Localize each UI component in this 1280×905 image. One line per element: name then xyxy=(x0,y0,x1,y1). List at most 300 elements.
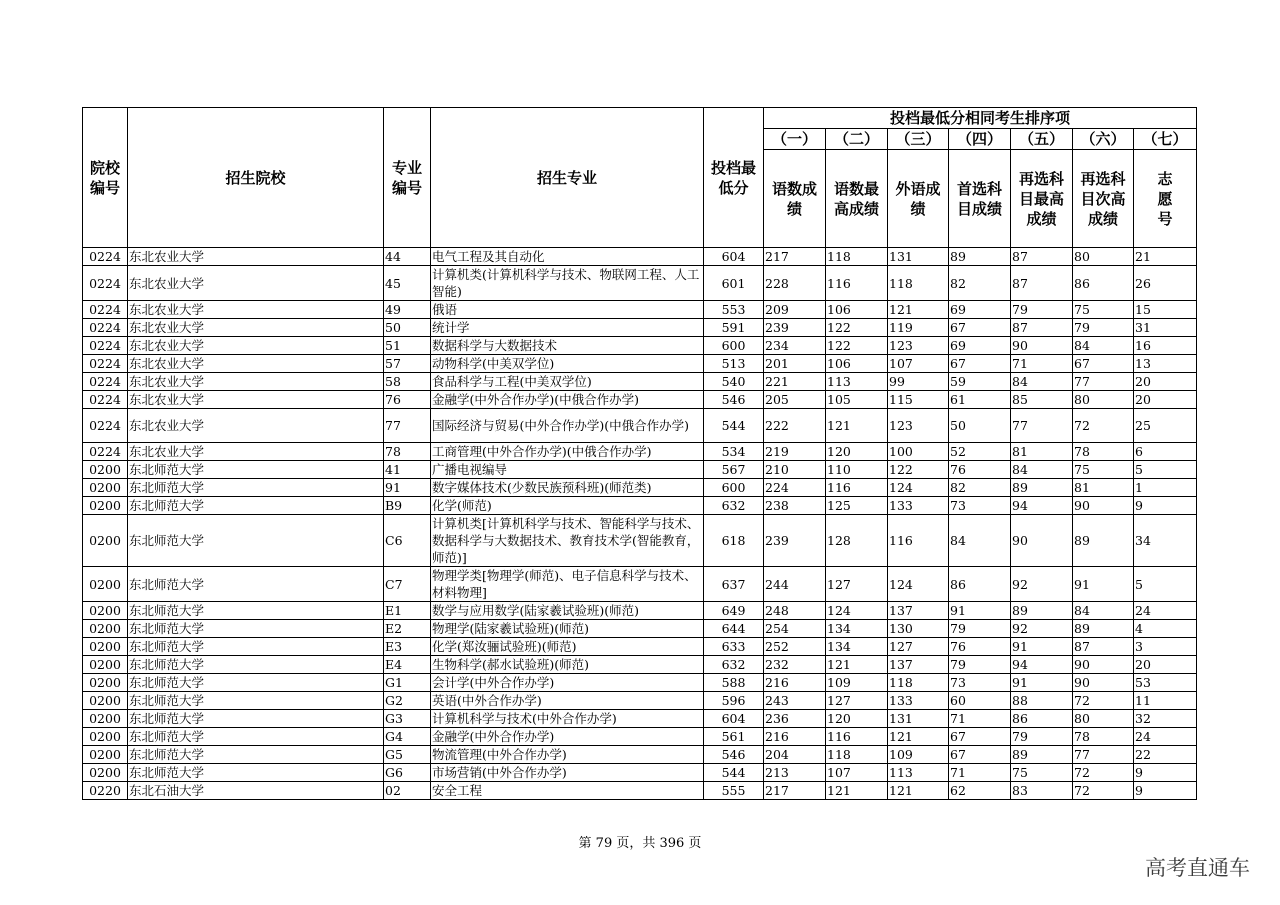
cell-tie-7: 4 xyxy=(1134,620,1197,638)
cell-tie-6: 90 xyxy=(1073,656,1134,674)
cell-min-score: 600 xyxy=(704,337,764,355)
cell-tie-2: 107 xyxy=(826,764,888,782)
cell-tie-2: 128 xyxy=(826,515,888,567)
cell-tie-4: 67 xyxy=(949,319,1011,337)
cell-major-code: 78 xyxy=(384,443,431,461)
cell-tie-7: 13 xyxy=(1134,355,1197,373)
cell-school-code: 0224 xyxy=(83,443,128,461)
cell-school-name: 东北农业大学 xyxy=(128,373,384,391)
page-number: 第 79 页，共 396 页 xyxy=(578,836,702,851)
table-row xyxy=(83,497,1197,515)
cell-tie-6: 91 xyxy=(1073,567,1134,602)
cell-tie-6: 90 xyxy=(1073,497,1134,515)
cell-school-code: 0224 xyxy=(83,248,128,266)
cell-tie-1: 224 xyxy=(764,479,826,497)
table-row xyxy=(83,355,1197,373)
cell-tie-1: 219 xyxy=(764,443,826,461)
cell-tie-6: 77 xyxy=(1073,746,1134,764)
cell-min-score: 561 xyxy=(704,728,764,746)
cell-tie-6: 72 xyxy=(1073,782,1134,800)
cell-tie-2: 110 xyxy=(826,461,888,479)
cell-tie-7: 5 xyxy=(1134,567,1197,602)
cell-tie-4: 82 xyxy=(949,266,1011,301)
table-body xyxy=(83,248,1197,800)
cell-tie-6: 86 xyxy=(1073,266,1134,301)
cell-school-name: 东北师范大学 xyxy=(128,479,384,497)
header-min-score: 投档最低分 xyxy=(704,108,764,248)
cell-school-code: 0200 xyxy=(83,656,128,674)
cell-tie-3: 123 xyxy=(888,337,949,355)
cell-major-name: 国际经济与贸易(中外合作办学)(中俄合作办学) xyxy=(431,409,704,443)
cell-min-score: 644 xyxy=(704,620,764,638)
cell-major-code: 58 xyxy=(384,373,431,391)
cell-min-score: 540 xyxy=(704,373,764,391)
cell-major-name: 物流管理(中外合作办学) xyxy=(431,746,704,764)
cell-major-name: 电气工程及其自动化 xyxy=(431,248,704,266)
cell-tie-4: 76 xyxy=(949,638,1011,656)
cell-tie-6: 79 xyxy=(1073,319,1134,337)
cell-school-name: 东北农业大学 xyxy=(128,443,384,461)
cell-tie-4: 50 xyxy=(949,409,1011,443)
cell-tie-5: 79 xyxy=(1011,728,1073,746)
cell-tie-4: 79 xyxy=(949,656,1011,674)
cell-tie-1: 204 xyxy=(764,746,826,764)
cell-major-code: 02 xyxy=(384,782,431,800)
cell-tie-5: 89 xyxy=(1011,746,1073,764)
table-row xyxy=(83,479,1197,497)
cell-tie-2: 125 xyxy=(826,497,888,515)
cell-min-score: 546 xyxy=(704,746,764,764)
cell-tie-1: 238 xyxy=(764,497,826,515)
header-tie-number: （四） xyxy=(949,129,1011,150)
table-row xyxy=(83,266,1197,301)
cell-major-name: 市场营销(中外合作办学) xyxy=(431,764,704,782)
cell-school-code: 0200 xyxy=(83,764,128,782)
cell-tie-6: 89 xyxy=(1073,620,1134,638)
cell-tie-7: 24 xyxy=(1134,602,1197,620)
cell-major-name: 计算机科学与技术(中外合作办学) xyxy=(431,710,704,728)
cell-tie-6: 72 xyxy=(1073,692,1134,710)
header-tie-number: （七） xyxy=(1134,129,1197,150)
cell-tie-1: 213 xyxy=(764,764,826,782)
cell-tie-6: 80 xyxy=(1073,248,1134,266)
cell-tie-7: 53 xyxy=(1134,674,1197,692)
cell-tie-4: 84 xyxy=(949,515,1011,567)
cell-tie-3: 123 xyxy=(888,409,949,443)
cell-tie-7: 22 xyxy=(1134,746,1197,764)
header-tie-number: （五） xyxy=(1011,129,1073,150)
cell-tie-2: 124 xyxy=(826,602,888,620)
cell-school-code: 0224 xyxy=(83,373,128,391)
cell-tie-2: 109 xyxy=(826,674,888,692)
header-tie-label: 首选科目成绩 xyxy=(949,150,1011,248)
cell-major-name: 安全工程 xyxy=(431,782,704,800)
cell-school-code: 0200 xyxy=(83,692,128,710)
cell-tie-2: 106 xyxy=(826,355,888,373)
cell-tie-1: 216 xyxy=(764,728,826,746)
cell-tie-3: 130 xyxy=(888,620,949,638)
cell-tie-4: 67 xyxy=(949,355,1011,373)
cell-min-score: 604 xyxy=(704,248,764,266)
cell-tie-3: 137 xyxy=(888,602,949,620)
cell-school-code: 0200 xyxy=(83,728,128,746)
header-tie-number: （三） xyxy=(888,129,949,150)
cell-tie-3: 118 xyxy=(888,674,949,692)
cell-tie-4: 52 xyxy=(949,443,1011,461)
cell-tie-1: 243 xyxy=(764,692,826,710)
cell-tie-5: 91 xyxy=(1011,674,1073,692)
cell-tie-2: 121 xyxy=(826,782,888,800)
cell-school-code: 0200 xyxy=(83,461,128,479)
cell-tie-3: 99 xyxy=(888,373,949,391)
cell-tie-5: 84 xyxy=(1011,373,1073,391)
cell-school-name: 东北石油大学 xyxy=(128,782,384,800)
cell-school-code: 0200 xyxy=(83,479,128,497)
cell-major-name: 金融学(中外合作办学) xyxy=(431,728,704,746)
cell-major-code: 49 xyxy=(384,301,431,319)
cell-tie-3: 131 xyxy=(888,248,949,266)
table-row xyxy=(83,746,1197,764)
cell-tie-4: 60 xyxy=(949,692,1011,710)
cell-school-name: 东北师范大学 xyxy=(128,692,384,710)
cell-tie-2: 134 xyxy=(826,620,888,638)
cell-tie-7: 6 xyxy=(1134,443,1197,461)
cell-school-code: 0200 xyxy=(83,746,128,764)
cell-tie-5: 89 xyxy=(1011,602,1073,620)
cell-major-name: 工商管理(中外合作办学)(中俄合作办学) xyxy=(431,443,704,461)
cell-major-code: 51 xyxy=(384,337,431,355)
cell-tie-7: 31 xyxy=(1134,319,1197,337)
cell-major-code: G1 xyxy=(384,674,431,692)
cell-min-score: 567 xyxy=(704,461,764,479)
cell-major-code: B9 xyxy=(384,497,431,515)
cell-tie-5: 81 xyxy=(1011,443,1073,461)
cell-school-name: 东北师范大学 xyxy=(128,674,384,692)
cell-min-score: 600 xyxy=(704,479,764,497)
cell-school-name: 东北农业大学 xyxy=(128,301,384,319)
cell-major-name: 俄语 xyxy=(431,301,704,319)
cell-tie-7: 20 xyxy=(1134,656,1197,674)
cell-tie-3: 113 xyxy=(888,764,949,782)
cell-tie-3: 137 xyxy=(888,656,949,674)
cell-school-code: 0224 xyxy=(83,337,128,355)
cell-major-name: 计算机类(计算机科学与技术、物联网工程、人工智能) xyxy=(431,266,704,301)
cell-tie-7: 11 xyxy=(1134,692,1197,710)
cell-tie-1: 209 xyxy=(764,301,826,319)
cell-tie-4: 89 xyxy=(949,248,1011,266)
cell-tie-5: 71 xyxy=(1011,355,1073,373)
cell-tie-6: 89 xyxy=(1073,515,1134,567)
header-tie-number: （一） xyxy=(764,129,826,150)
cell-tie-3: 116 xyxy=(888,515,949,567)
cell-tie-7: 9 xyxy=(1134,497,1197,515)
cell-tie-1: 222 xyxy=(764,409,826,443)
cell-tie-6: 84 xyxy=(1073,337,1134,355)
cell-tie-4: 86 xyxy=(949,567,1011,602)
cell-tie-5: 88 xyxy=(1011,692,1073,710)
cell-tie-4: 67 xyxy=(949,746,1011,764)
cell-major-name: 金融学(中外合作办学)(中俄合作办学) xyxy=(431,391,704,409)
cell-tie-2: 118 xyxy=(826,248,888,266)
cell-tie-3: 124 xyxy=(888,567,949,602)
cell-school-code: 0200 xyxy=(83,674,128,692)
cell-school-name: 东北师范大学 xyxy=(128,461,384,479)
cell-min-score: 618 xyxy=(704,515,764,567)
table-row xyxy=(83,409,1197,443)
header-school-name: 招生院校 xyxy=(128,108,384,248)
cell-major-code: 57 xyxy=(384,355,431,373)
cell-tie-6: 80 xyxy=(1073,710,1134,728)
cell-school-name: 东北农业大学 xyxy=(128,266,384,301)
cell-tie-2: 118 xyxy=(826,746,888,764)
table-row xyxy=(83,782,1197,800)
cell-tie-5: 85 xyxy=(1011,391,1073,409)
cell-tie-3: 121 xyxy=(888,301,949,319)
cell-tie-7: 1 xyxy=(1134,479,1197,497)
cell-tie-6: 80 xyxy=(1073,391,1134,409)
cell-tie-3: 122 xyxy=(888,461,949,479)
cell-tie-3: 100 xyxy=(888,443,949,461)
table-row xyxy=(83,337,1197,355)
cell-major-code: C6 xyxy=(384,515,431,567)
header-tie-label: 语数最高成绩 xyxy=(826,150,888,248)
cell-tie-6: 72 xyxy=(1073,764,1134,782)
cell-tie-2: 134 xyxy=(826,638,888,656)
cell-tie-3: 131 xyxy=(888,710,949,728)
cell-major-code: 77 xyxy=(384,409,431,443)
cell-tie-6: 78 xyxy=(1073,728,1134,746)
cell-min-score: 588 xyxy=(704,674,764,692)
cell-tie-5: 87 xyxy=(1011,266,1073,301)
cell-school-name: 东北师范大学 xyxy=(128,746,384,764)
cell-major-code: C7 xyxy=(384,567,431,602)
cell-school-code: 0200 xyxy=(83,638,128,656)
cell-major-name: 广播电视编导 xyxy=(431,461,704,479)
cell-school-code: 0224 xyxy=(83,301,128,319)
cell-tie-1: 232 xyxy=(764,656,826,674)
cell-school-code: 0224 xyxy=(83,319,128,337)
cell-major-code: E3 xyxy=(384,638,431,656)
cell-tie-7: 26 xyxy=(1134,266,1197,301)
cell-tie-5: 87 xyxy=(1011,319,1073,337)
cell-major-name: 物理学(陆家羲试验班)(师范) xyxy=(431,620,704,638)
watermark: 高考直通车 xyxy=(1145,856,1250,880)
cell-tie-2: 105 xyxy=(826,391,888,409)
table-header xyxy=(83,108,1197,248)
cell-min-score: 544 xyxy=(704,409,764,443)
cell-tie-3: 119 xyxy=(888,319,949,337)
cell-school-code: 0220 xyxy=(83,782,128,800)
cell-school-name: 东北师范大学 xyxy=(128,497,384,515)
cell-tie-4: 69 xyxy=(949,301,1011,319)
table-row xyxy=(83,461,1197,479)
table-row xyxy=(83,602,1197,620)
cell-tie-1: 252 xyxy=(764,638,826,656)
header-tie-label: 再选科目最高成绩 xyxy=(1011,150,1073,248)
cell-school-name: 东北师范大学 xyxy=(128,728,384,746)
cell-tie-3: 118 xyxy=(888,266,949,301)
cell-min-score: 649 xyxy=(704,602,764,620)
cell-tie-2: 120 xyxy=(826,710,888,728)
cell-tie-7: 16 xyxy=(1134,337,1197,355)
cell-tie-5: 84 xyxy=(1011,461,1073,479)
header-tie-number: （六） xyxy=(1073,129,1134,150)
cell-tie-2: 113 xyxy=(826,373,888,391)
cell-tie-5: 90 xyxy=(1011,515,1073,567)
cell-tie-5: 90 xyxy=(1011,337,1073,355)
cell-tie-5: 79 xyxy=(1011,301,1073,319)
cell-tie-4: 71 xyxy=(949,764,1011,782)
cell-major-name: 动物科学(中美双学位) xyxy=(431,355,704,373)
cell-tie-4: 59 xyxy=(949,373,1011,391)
cell-tie-1: 236 xyxy=(764,710,826,728)
cell-tie-5: 75 xyxy=(1011,764,1073,782)
cell-min-score: 596 xyxy=(704,692,764,710)
cell-major-name: 食品科学与工程(中美双学位) xyxy=(431,373,704,391)
cell-tie-3: 133 xyxy=(888,497,949,515)
cell-tie-1: 201 xyxy=(764,355,826,373)
cell-school-name: 东北农业大学 xyxy=(128,319,384,337)
cell-tie-5: 87 xyxy=(1011,248,1073,266)
cell-tie-4: 71 xyxy=(949,710,1011,728)
cell-school-name: 东北师范大学 xyxy=(128,602,384,620)
cell-tie-4: 91 xyxy=(949,602,1011,620)
cell-school-name: 东北师范大学 xyxy=(128,567,384,602)
table-row xyxy=(83,674,1197,692)
cell-tie-1: 216 xyxy=(764,674,826,692)
table-row xyxy=(83,638,1197,656)
cell-tie-1: 239 xyxy=(764,515,826,567)
cell-tie-7: 24 xyxy=(1134,728,1197,746)
cell-min-score: 553 xyxy=(704,301,764,319)
cell-school-code: 0200 xyxy=(83,620,128,638)
cell-tie-5: 91 xyxy=(1011,638,1073,656)
cell-tie-7: 5 xyxy=(1134,461,1197,479)
cell-tie-2: 116 xyxy=(826,479,888,497)
cell-tie-3: 121 xyxy=(888,782,949,800)
cell-major-name: 英语(中外合作办学) xyxy=(431,692,704,710)
cell-tie-7: 25 xyxy=(1134,409,1197,443)
cell-tie-5: 94 xyxy=(1011,656,1073,674)
header-tie-number: （二） xyxy=(826,129,888,150)
cell-tie-2: 121 xyxy=(826,409,888,443)
cell-tie-2: 116 xyxy=(826,266,888,301)
cell-tie-5: 92 xyxy=(1011,620,1073,638)
cell-major-code: G6 xyxy=(384,764,431,782)
cell-tie-2: 116 xyxy=(826,728,888,746)
cell-min-score: 633 xyxy=(704,638,764,656)
cell-tie-1: 217 xyxy=(764,248,826,266)
cell-tie-2: 106 xyxy=(826,301,888,319)
cell-tie-6: 75 xyxy=(1073,301,1134,319)
cell-tie-1: 254 xyxy=(764,620,826,638)
cell-school-name: 东北农业大学 xyxy=(128,337,384,355)
cell-min-score: 591 xyxy=(704,319,764,337)
cell-major-code: E1 xyxy=(384,602,431,620)
cell-school-code: 0224 xyxy=(83,409,128,443)
cell-tie-5: 89 xyxy=(1011,479,1073,497)
table-row xyxy=(83,248,1197,266)
cell-school-code: 0200 xyxy=(83,602,128,620)
cell-tie-6: 81 xyxy=(1073,479,1134,497)
table-row xyxy=(83,373,1197,391)
cell-major-name: 统计学 xyxy=(431,319,704,337)
cell-tie-4: 73 xyxy=(949,497,1011,515)
cell-school-code: 0224 xyxy=(83,355,128,373)
cell-tie-6: 77 xyxy=(1073,373,1134,391)
cell-tie-5: 83 xyxy=(1011,782,1073,800)
cell-tie-4: 76 xyxy=(949,461,1011,479)
cell-tie-3: 127 xyxy=(888,638,949,656)
cell-tie-3: 124 xyxy=(888,479,949,497)
cell-tie-6: 72 xyxy=(1073,409,1134,443)
cell-school-name: 东北师范大学 xyxy=(128,620,384,638)
cell-tie-6: 75 xyxy=(1073,461,1134,479)
cell-major-code: 76 xyxy=(384,391,431,409)
cell-tie-4: 61 xyxy=(949,391,1011,409)
table-row xyxy=(83,728,1197,746)
cell-tie-2: 122 xyxy=(826,337,888,355)
cell-tie-6: 87 xyxy=(1073,638,1134,656)
cell-tie-5: 86 xyxy=(1011,710,1073,728)
cell-tie-1: 234 xyxy=(764,337,826,355)
cell-tie-4: 69 xyxy=(949,337,1011,355)
cell-school-code: 0200 xyxy=(83,497,128,515)
cell-major-name: 数据科学与大数据技术 xyxy=(431,337,704,355)
cell-min-score: 534 xyxy=(704,443,764,461)
cell-tie-6: 78 xyxy=(1073,443,1134,461)
header-tie-label: 再选科目次高成绩 xyxy=(1073,150,1134,248)
table-row xyxy=(83,391,1197,409)
cell-major-code: E2 xyxy=(384,620,431,638)
cell-tie-1: 228 xyxy=(764,266,826,301)
cell-tie-7: 21 xyxy=(1134,248,1197,266)
table-row xyxy=(83,443,1197,461)
cell-min-score: 601 xyxy=(704,266,764,301)
table-row xyxy=(83,319,1197,337)
header-tie-group: 投档最低分相同考生排序项 xyxy=(764,108,1197,129)
table-row xyxy=(83,620,1197,638)
cell-major-name: 计算机类[计算机科学与技术、智能科学与技术、数据科学与大数据技术、教育技术学(智能教育，师范)] xyxy=(431,515,704,567)
cell-tie-1: 248 xyxy=(764,602,826,620)
cell-tie-3: 121 xyxy=(888,728,949,746)
cell-major-code: 44 xyxy=(384,248,431,266)
cell-major-code: 41 xyxy=(384,461,431,479)
cell-major-code: G5 xyxy=(384,746,431,764)
cell-tie-1: 217 xyxy=(764,782,826,800)
cell-tie-5: 92 xyxy=(1011,567,1073,602)
table-row xyxy=(83,692,1197,710)
cell-tie-4: 82 xyxy=(949,479,1011,497)
cell-tie-7: 9 xyxy=(1134,764,1197,782)
header-major-name: 招生专业 xyxy=(431,108,704,248)
cell-min-score: 546 xyxy=(704,391,764,409)
cell-tie-6: 90 xyxy=(1073,674,1134,692)
cell-tie-4: 79 xyxy=(949,620,1011,638)
cell-tie-2: 127 xyxy=(826,692,888,710)
cell-major-name: 化学(郑汝骊试验班)(师范) xyxy=(431,638,704,656)
header-tie-label: 外语成绩 xyxy=(888,150,949,248)
cell-tie-5: 94 xyxy=(1011,497,1073,515)
cell-tie-1: 205 xyxy=(764,391,826,409)
cell-tie-6: 84 xyxy=(1073,602,1134,620)
cell-major-code: G4 xyxy=(384,728,431,746)
cell-tie-1: 239 xyxy=(764,319,826,337)
table-row xyxy=(83,656,1197,674)
cell-min-score: 513 xyxy=(704,355,764,373)
header-tie-label: 语数成绩 xyxy=(764,150,826,248)
table-row xyxy=(83,301,1197,319)
